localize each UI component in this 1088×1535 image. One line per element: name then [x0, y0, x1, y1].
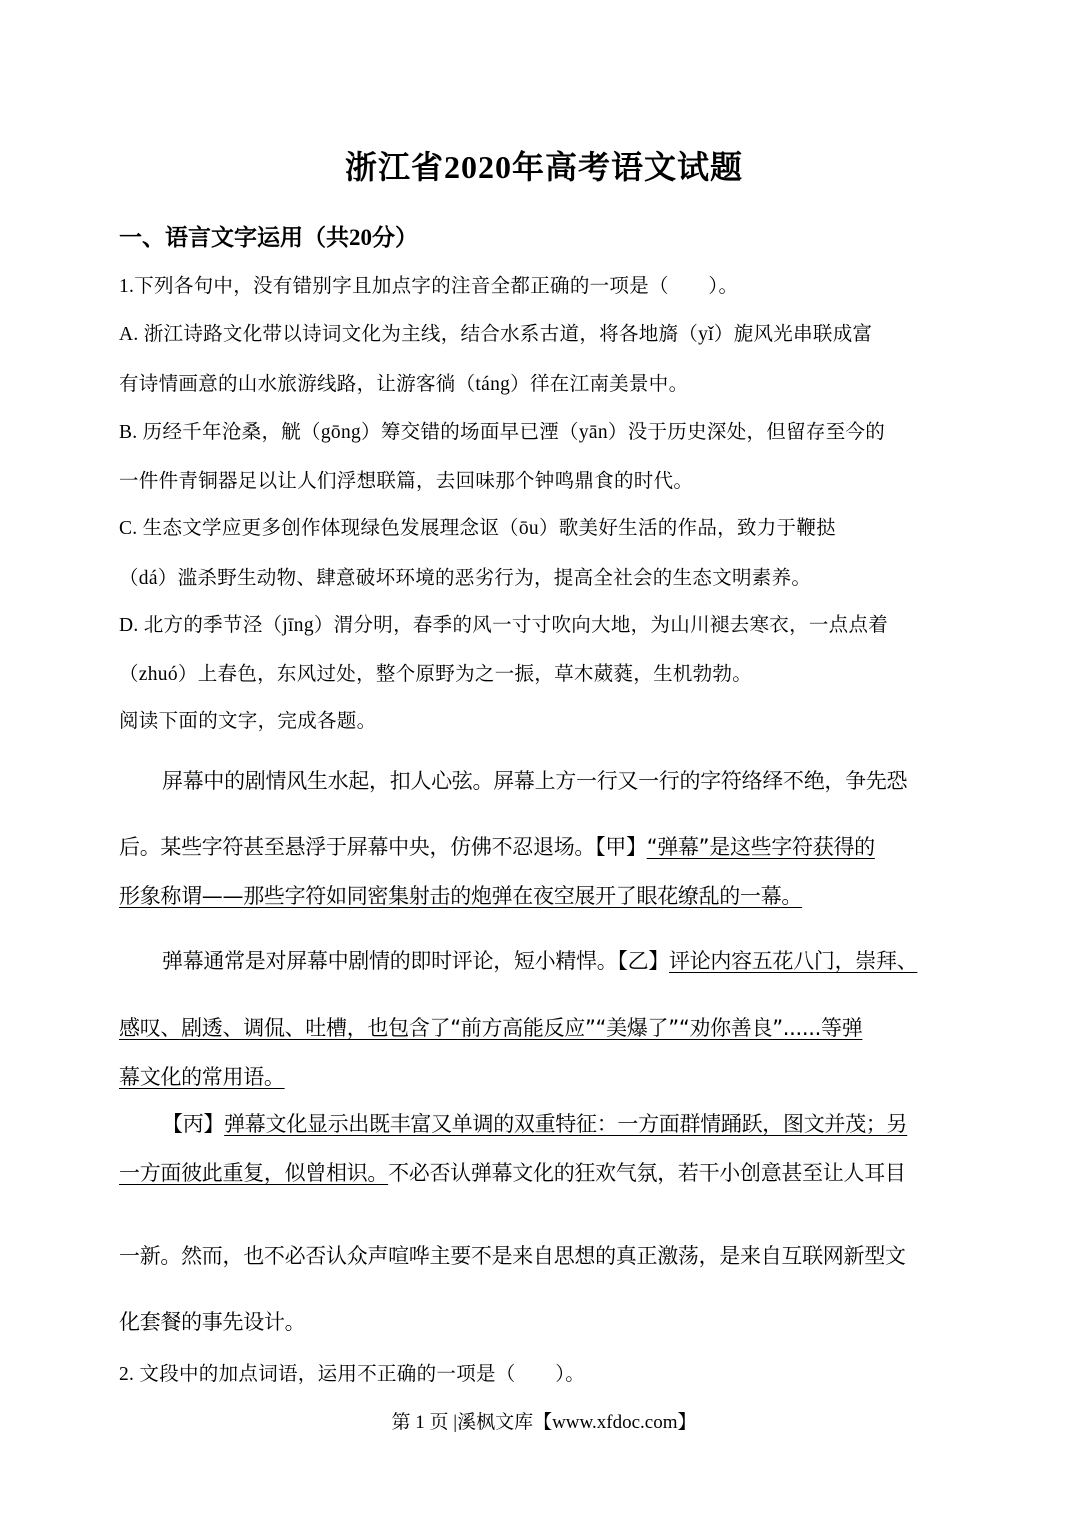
underlined-sentence-jia: “弹幕”是这些字符获得的 [646, 835, 875, 859]
passage-p1-line-2 [119, 831, 875, 861]
passage-p2-line-3 [119, 1061, 285, 1091]
option-c-line-2: （dá）滥杀野生动物、肆意破坏环境的恶劣行为，提高全社会的生态文明素养。 [119, 568, 812, 589]
passage-p3-line-1 [162, 1108, 907, 1138]
reading-instruction: 阅读下面的文字，完成各题。 [119, 711, 377, 732]
page-title: 浙江省2020年高考语文试题 [344, 149, 743, 185]
passage-p1-text: 后。某些字符甚至悬浮于屏幕中央，仿佛不忍退场。【甲】 [119, 835, 647, 859]
underlined-sentence-yi-cont: 感叹、剧透、调侃、吐槽，也包含了“前方高能反应”“美爆了”“劝你善良”......等弹 [119, 1016, 863, 1040]
passage-p2-text: 弹幕通常是对屏幕中剧情的即时评论，短小精悍。【乙】 [162, 949, 669, 973]
page-footer: 第 1 页 |溪枫文库【www.xfdoc.com】 [391, 1412, 697, 1433]
passage-p3-text: 不必否认弹幕文化的狂欢气氛，若干小创意甚至让人耳目 [388, 1161, 906, 1185]
option-c-line-1: C. 生态文学应更多创作体现绿色发展理念讴（ōu）歌美好生活的作品，致力于鞭挞 [119, 518, 836, 539]
option-b-line-2: 一件件青铜器足以让人们浮想联篇，去回味那个钟鸣鼎食的时代。 [119, 471, 694, 492]
underlined-sentence-bing: 弹幕文化显示出既丰富又单调的双重特征：一方面群情踊跃，图文并茂；另 [224, 1112, 908, 1136]
option-d-line-1: D. 北方的季节泾（jīng）渭分明，春季的风一寸寸吹向大地，为山川褪去寒衣，一点点着 [119, 615, 889, 636]
passage-p3-marker: 【丙】 [162, 1112, 225, 1136]
underlined-sentence-jia-cont: 形象称谓——那些字符如同密集射击的炮弹在夜空展开了眼花缭乱的一幕。 [119, 884, 803, 908]
passage-p1-line-3 [119, 880, 802, 910]
underlined-sentence-yi-end: 幕文化的常用语。 [119, 1065, 285, 1089]
underlined-sentence-bing-cont: 一方面彼此重复，似曾相识。 [119, 1161, 389, 1185]
option-b-line-1: B. 历经千年沧桑，觥（gōng）筹交错的场面早已湮（yān）没于历史深处，但留存至今的 [119, 422, 886, 443]
section-heading: 一、语言文字运用（共20分） [119, 225, 418, 250]
option-a-line-1: A. 浙江诗路文化带以诗词文化为主线，结合水系古道，将各地旖（yǐ）旎风光串联成富 [119, 324, 873, 345]
option-a-line-2: 有诗情画意的山水旅游线路，让游客徜（táng）徉在江南美景中。 [119, 374, 689, 395]
passage-p2-line-2 [119, 1012, 862, 1042]
passage-p3-line-2 [119, 1157, 906, 1187]
question-2-stem: 2. 文段中的加点词语，运用不正确的一项是（ ）。 [119, 1364, 586, 1385]
option-d-line-2: （zhuó）上春色，东风过处，整个原野为之一振，草木葳蕤，生机勃勃。 [119, 664, 753, 685]
passage-p3-line-3: 一新。然而，也不必否认众声喧哗主要不是来自思想的真正激荡，是来自互联网新型文 [119, 1244, 906, 1268]
question-1-stem: 1.下列各句中，没有错别字且加点字的注音全都正确的一项是（ ）。 [119, 276, 739, 297]
underlined-sentence-yi: 评论内容五花八门，崇拜、 [669, 949, 918, 973]
passage-p2-line-1 [162, 945, 917, 975]
passage-p3-line-4: 化套餐的事先设计。 [119, 1310, 306, 1334]
passage-p1-line-1: 屏幕中的剧情风生水起，扣人心弦。屏幕上方一行又一行的字符络绎不绝，争先恐 [162, 769, 908, 793]
